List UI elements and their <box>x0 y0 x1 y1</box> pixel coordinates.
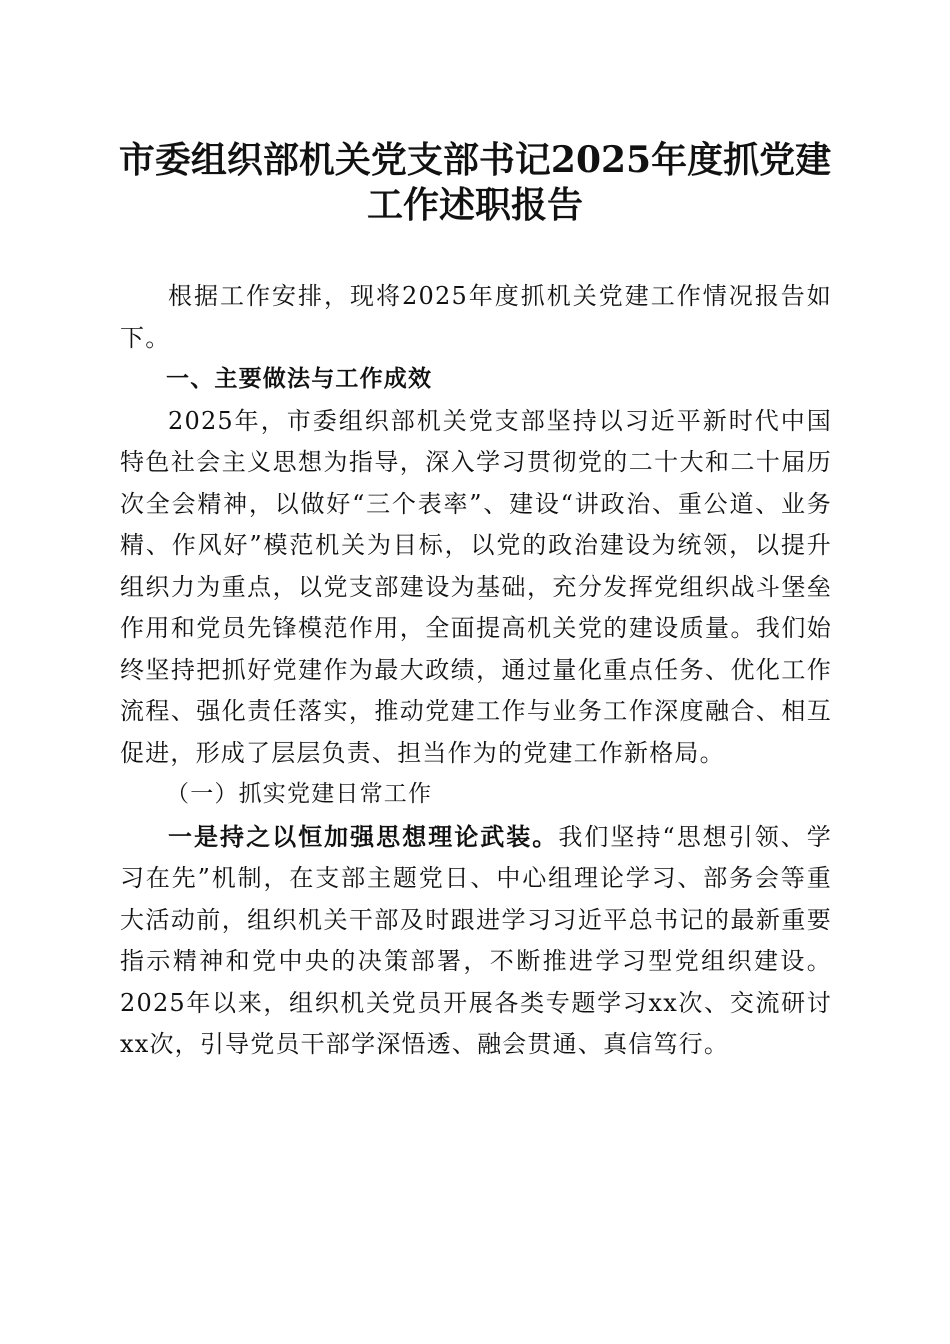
document-title-line-1: 市委组织部机关党支部书记2025年度抓党建 <box>118 139 832 181</box>
paragraph-text: 我们坚持“思想引领、学习在先”机制，在支部主题党日、中心组理论学习、部务会等重大活动前，组织机关干部及时跟进学习习近平总书记的最新重要指示精神和党中央的决策部署，不断推进学习型党组织建设。2025年以来，组织机关党员开展各类专题学习xx次、交流研讨xx次，引导党员干部学深悟透、融会贯通、真信笃行。 <box>120 822 833 1058</box>
section-heading: 一、主要做法与工作成效 <box>166 366 433 392</box>
document-title-line-2: 工作述职报告 <box>366 184 583 226</box>
document-body <box>120 276 832 1066</box>
intro-paragraph: 根据工作安排，现将2025年度抓机关党建工作情况报告如下。 <box>120 282 832 352</box>
section-paragraph: 2025年，市委组织部机关党支部坚持以习近平新时代中国特色社会主义思想为指导，深入学习贯彻党的二十大和二十届历次全会精神，以做好“三个表率”、建设“讲政治、重公道、业务精、作风好”模范机关为目标，以党的政治建设为统领，以提升组织力为重点，以党支部建设为基础，充分发挥党组织战斗堡垒作用和党员先锋模范作用，全面提高机关党的建设质量。我们始终坚持把抓好党建作为最大政绩，通过量化重点任务、优化工作流程、强化责任落实，推动党建工作与业务工作深度融合、相互促进，形成了层层负责、担当作为的党建工作新格局。 <box>120 406 832 767</box>
paragraph-lead: 一是持之以恒加强思想理论武装。 <box>168 821 559 851</box>
subsection-heading: （一）抓实党建日常工作 <box>166 781 433 807</box>
subsection-paragraph <box>120 816 832 1066</box>
